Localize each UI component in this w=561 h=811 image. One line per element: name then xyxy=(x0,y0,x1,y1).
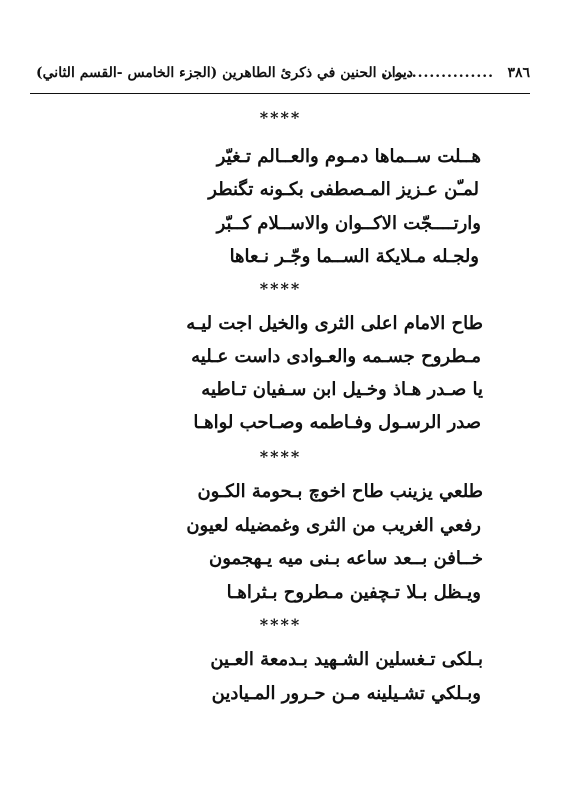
stanza-separator: **** xyxy=(259,279,302,298)
stanza-separator: **** xyxy=(259,108,302,127)
verse-line: رفعي الغريب من الثرى وغمضيله لعيون xyxy=(186,515,481,536)
stanza-separator: **** xyxy=(259,447,302,466)
header-rule xyxy=(30,93,530,94)
verse-line: طلعي يزينب طاح اخوچ بـحومة الكـون xyxy=(197,481,483,502)
verse-line: بـلكى تـغسلين الشـهيد بـدمعة العـين xyxy=(210,649,483,670)
verse-line: ويـظل بـلا تـچفين مـطروح بـثراهـا xyxy=(226,582,481,603)
page-number: ٣٨٦ xyxy=(507,65,530,81)
header-leader-dots: ................... xyxy=(382,65,494,81)
book-title: ديوان الحنين في ذكرئ الطاهرين (الجزء الخامس -القسم الثاني) xyxy=(36,65,413,81)
verse-line: ولجـله مـلايكة الســما وجّـر نـعاها xyxy=(229,246,479,267)
verse-line: هــلت ســماها دمـوم والعــالم تـغيّر xyxy=(216,146,481,167)
verse-line: لمـّن عـزيز المـصطفى بكـونه تگنطر xyxy=(208,179,479,200)
verse-line: خــافن بــعد ساعه بـنى ميه يـهجمون xyxy=(208,548,483,569)
verse-line: وارتــــجّت الاكــوان والاســلام كــبّر xyxy=(216,213,481,234)
verse-line: صدر الرسـول وفـاطمه وصـاحب لواهـا xyxy=(193,412,481,433)
verse-line: مـطروح جسـمه والعـوادى داست عـليه xyxy=(191,346,481,367)
stanza-separator: **** xyxy=(259,615,302,634)
verse-line: يا صـدر هـاذ وخـيل ابن سـفيان تـاطيه xyxy=(201,379,483,400)
verse-line: وبـلكي تشـيلينه مـن حـرور المـيادين xyxy=(211,683,481,704)
running-header xyxy=(30,63,530,87)
verse-line: طاح الامام اعلى الثرى والخيل اجت ليـه xyxy=(186,313,483,334)
